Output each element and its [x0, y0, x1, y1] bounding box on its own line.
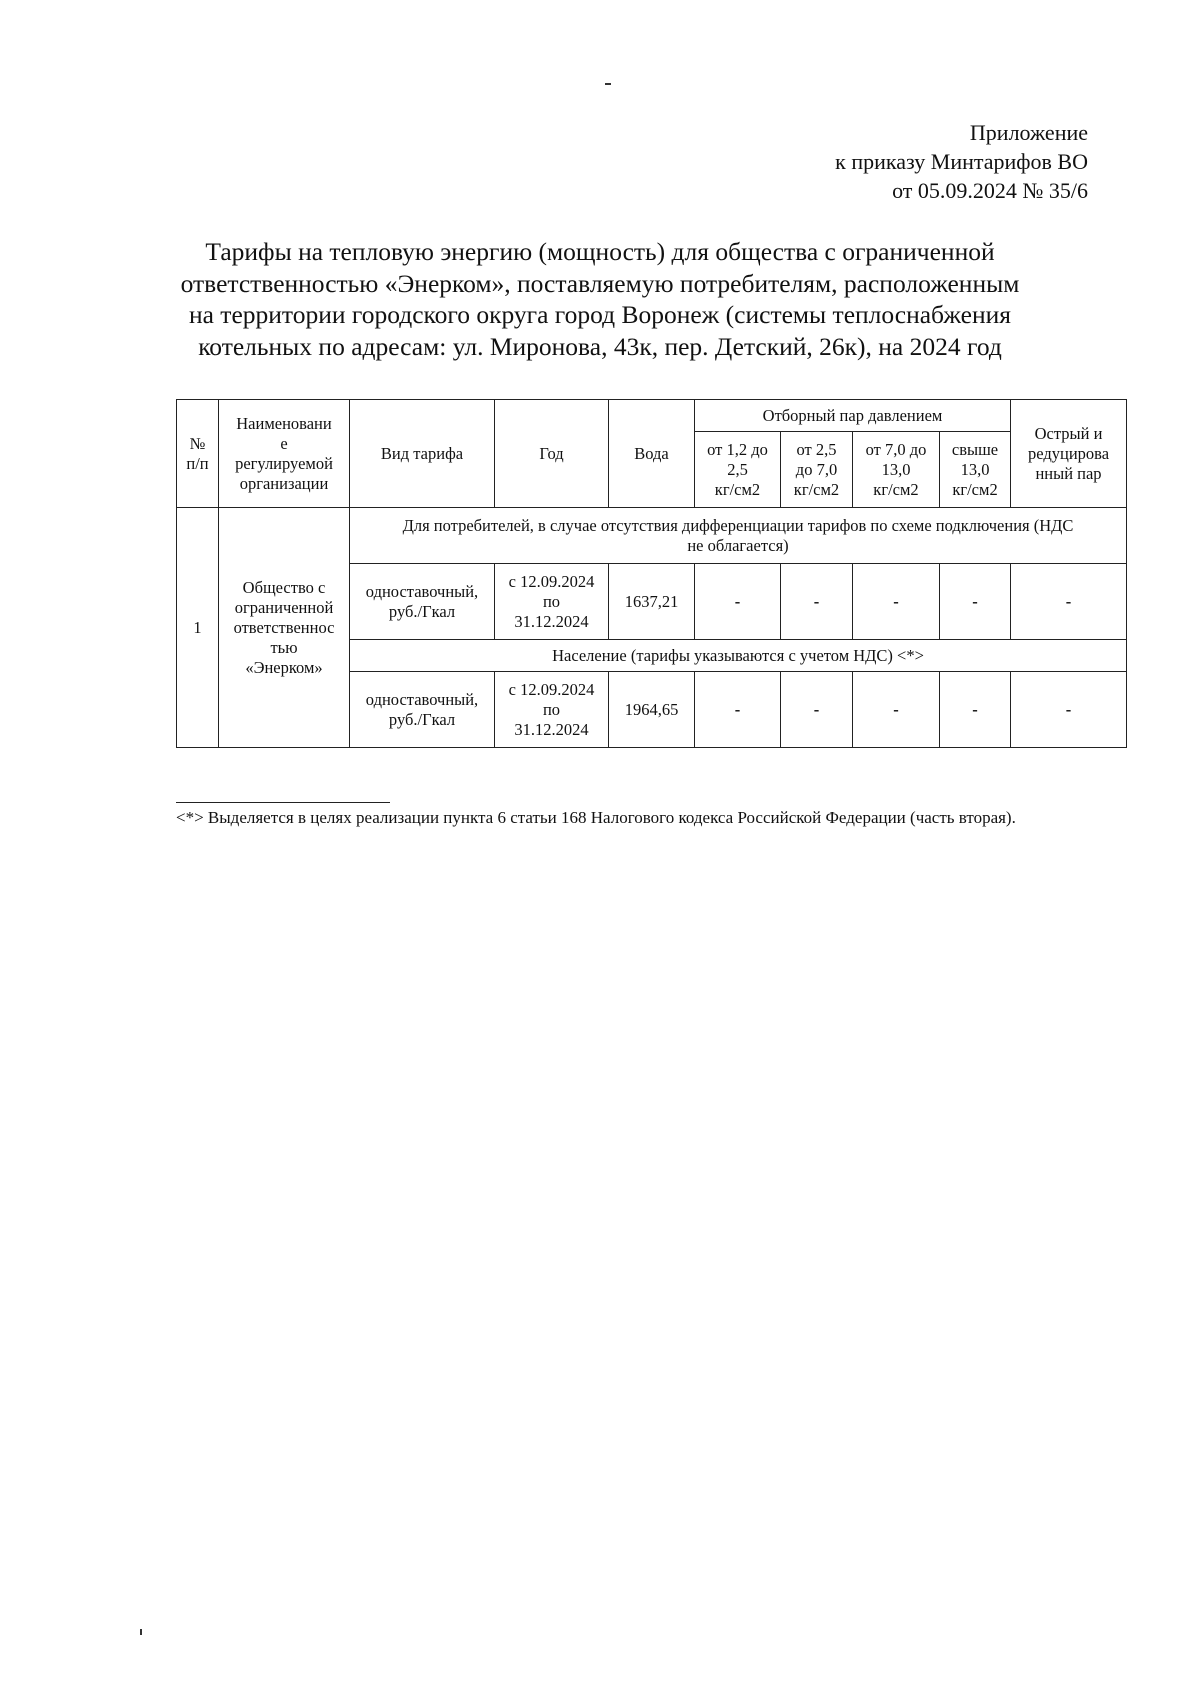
group-label: Население (тарифы указываются с учетом НДС) <*> [350, 640, 1127, 672]
sharp-steam-value: - [1011, 672, 1127, 748]
document-title [150, 236, 1050, 362]
header-tariff-type: Вид тарифа [350, 400, 495, 508]
steam-3-value: - [853, 672, 940, 748]
header-steam-4: свыше 13,0 кг/см2 [940, 432, 1011, 508]
group-row [177, 508, 1127, 564]
tariff-type: одноставочный, руб./Гкал [350, 564, 495, 640]
steam-1-value: - [695, 672, 781, 748]
scan-speck [140, 1629, 142, 1635]
title-line: котельных по адресам: ул. Миронова, 43к, пер. Детский, 26к), на 2024 год [198, 331, 1002, 361]
header-steam-group: Отборный пар давлением [695, 400, 1011, 432]
appendix-order: к приказу Минтарифов ВО [835, 149, 1088, 174]
header-steam-3: от 7,0 до 13,0 кг/см2 [853, 432, 940, 508]
footnote-divider [176, 802, 390, 803]
header-org: Наименовани е регулируемой организации [219, 400, 350, 508]
water-value: 1964,65 [609, 672, 695, 748]
steam-4-value: - [940, 564, 1011, 640]
header-year: Год [495, 400, 609, 508]
title-line: ответственностью «Энерком», поставляемую потребителям, расположенным [180, 268, 1020, 298]
header-num: № п/п [177, 400, 219, 508]
sharp-steam-value: - [1011, 564, 1127, 640]
tariff-type: одноставочный, руб./Гкал [350, 672, 495, 748]
title-line: Тарифы на тепловую энергию (мощность) для общества с ограниченной [205, 237, 995, 266]
header-steam-1: от 1,2 до 2,5 кг/см2 [695, 432, 781, 508]
steam-4-value: - [940, 672, 1011, 748]
tariff-period: с 12.09.2024 по 31.12.2024 [495, 564, 609, 640]
tariff-period: с 12.09.2024 по 31.12.2024 [495, 672, 609, 748]
appendix-label: Приложение [969, 120, 1088, 145]
steam-3-value: - [853, 564, 940, 640]
tariff-table [176, 399, 1127, 748]
row-number: 1 [177, 508, 219, 748]
organization-name: Общество с ограниченной ответственнос тью «Энерком» [219, 508, 350, 748]
steam-2-value: - [781, 672, 853, 748]
scan-speck [605, 83, 611, 85]
steam-2-value: - [781, 564, 853, 640]
steam-1-value: - [695, 564, 781, 640]
header-row [177, 400, 1127, 432]
appendix-date-number: от 05.09.2024 № 35/6 [892, 178, 1088, 203]
group-label: Для потребителей, в случае отсутствия дифференциации тарифов по схеме подключения (НДС не облагается) [350, 508, 1127, 564]
appendix-reference [835, 118, 1088, 205]
water-value: 1637,21 [609, 564, 695, 640]
footnote: <*> Выделяется в целях реализации пункта 6 статьи 168 Налогового кодекса Российской Федерации (часть вторая). [176, 808, 1016, 827]
header-water: Вода [609, 400, 695, 508]
title-line: на территории городского округа город Воронеж (системы теплоснабжения [188, 300, 1012, 329]
header-steam-2: от 2,5 до 7,0 кг/см2 [781, 432, 853, 508]
header-sharp-steam: Острый и редуцирова нный пар [1011, 400, 1127, 508]
